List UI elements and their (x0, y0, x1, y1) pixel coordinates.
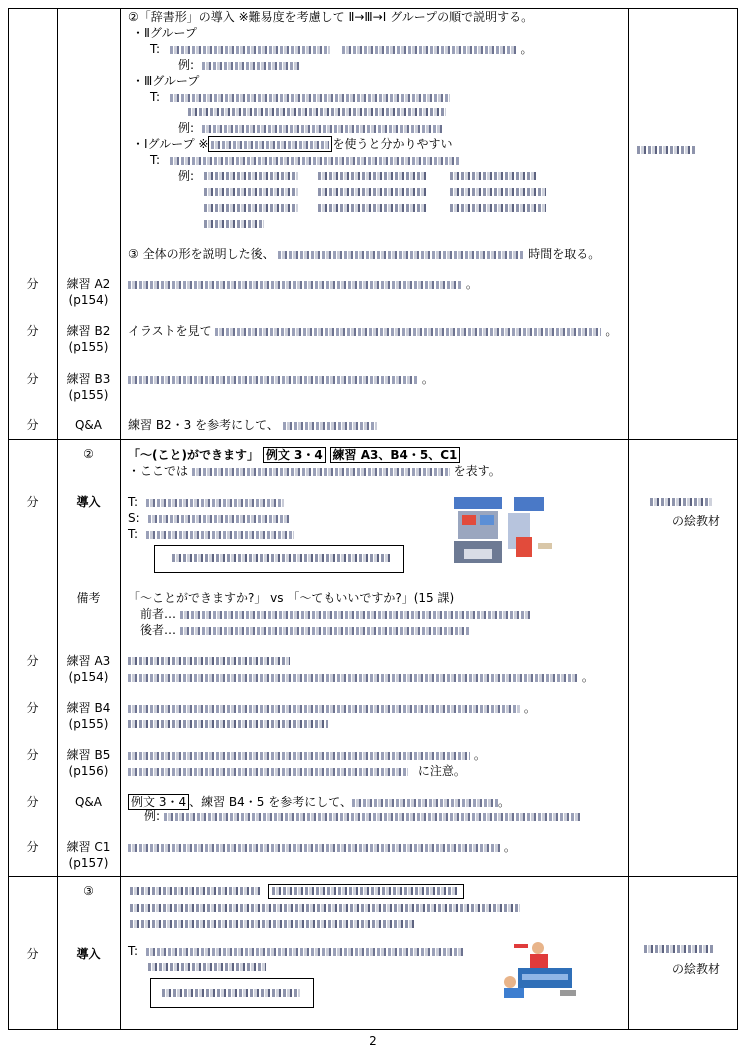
dialogue-t1: T: (128, 495, 284, 510)
redacted-text (170, 157, 460, 165)
page-number: 2 (369, 1034, 377, 1048)
time-cell: 分 (26, 748, 39, 762)
page-label: (p155) (68, 388, 109, 402)
redacted-text (128, 768, 408, 776)
row-content: 練習 B2・3 を参考にして、 (128, 418, 377, 433)
group2-example: 例: (178, 58, 300, 73)
redacted-material (637, 146, 695, 154)
time-cell: 分 (26, 277, 39, 291)
redacted-text (278, 251, 524, 259)
redacted-text (128, 674, 578, 682)
redacted-text (128, 720, 328, 728)
redacted-text (148, 963, 266, 971)
row-content: 。 (128, 701, 536, 716)
dialogue-t: T: (128, 944, 464, 959)
redacted-text (130, 887, 260, 895)
redacted-text (172, 554, 390, 562)
example-ref: 例文 3・4 (128, 794, 189, 810)
redacted-text (202, 125, 442, 133)
redacted-text (204, 220, 264, 228)
redacted-text (146, 499, 284, 507)
redacted-text (180, 611, 530, 619)
section-heading: 「～(こと)ができます」 例文 3・4 練習 A3、B4・5、C1 (128, 448, 460, 463)
redacted-text (130, 904, 520, 912)
section-divider-2 (8, 876, 738, 877)
redacted-text (164, 813, 582, 821)
dialogue-s: S: (128, 511, 290, 526)
redacted-text (170, 94, 450, 102)
redacted-text (272, 887, 458, 895)
row-example: 例: (144, 809, 582, 824)
time-cell: 分 (26, 324, 39, 338)
section-divider-1 (8, 439, 738, 440)
row-content: 。 (128, 670, 594, 685)
time-cell: 分 (26, 795, 39, 809)
page-label: (p155) (68, 717, 109, 731)
group3-example: 例: (178, 121, 442, 136)
page-label: (p155) (68, 340, 109, 354)
redacted-text (204, 172, 298, 180)
jishokei-heading: ②「辞書形」の導入 ※難易度を考慮して Ⅱ→Ⅲ→Ⅰ グループの順で説明する。 (128, 10, 534, 24)
group3-teacher: T: (150, 90, 450, 105)
redacted-text (352, 799, 498, 807)
item-label: 練習 A2 (66, 277, 111, 291)
item-label: Q&A (74, 795, 102, 809)
practice-ref: 練習 A3、B4・5、C1 (330, 447, 461, 463)
row-content-2: に注意。 (128, 764, 466, 779)
row-content: イラストを見て 。 (128, 324, 618, 338)
note-former: 前者… (140, 607, 530, 622)
time-cell: 分 (26, 495, 39, 509)
item-label: 導入 (76, 947, 101, 961)
item-label: 練習 C1 (66, 840, 111, 854)
redacted-text (318, 172, 428, 180)
page-label: (p156) (68, 764, 109, 778)
redacted-text (130, 920, 414, 928)
redacted-text (318, 188, 428, 196)
time-cell: 分 (26, 372, 39, 386)
note-latter: 後者… (140, 623, 470, 638)
redacted-text (204, 188, 298, 196)
redacted-text (342, 46, 517, 54)
group3-label: ・Ⅲグループ (132, 74, 200, 88)
item-label: Q&A (74, 418, 102, 432)
redacted-text (128, 657, 290, 665)
sports-illustration (500, 938, 580, 1002)
row-content: 。 (128, 372, 434, 387)
redacted-text (450, 188, 546, 196)
group1-example: 例: (178, 169, 195, 183)
item-label: 練習 B2 (66, 324, 111, 338)
redacted-text (148, 515, 290, 523)
row-content: 。 (128, 748, 486, 763)
group1-teacher: T: (150, 153, 460, 168)
vending-machine-illustration (448, 493, 558, 569)
example-ref: 例文 3・4 (263, 447, 326, 463)
item-label: 練習 B5 (66, 748, 111, 762)
group2-teacher: T: 。 (150, 42, 533, 56)
item-label: 練習 B4 (66, 701, 111, 715)
redacted-material (644, 945, 714, 953)
redacted-text (128, 281, 462, 289)
material-suffix: の絵教材 (672, 962, 721, 976)
boxed-note (208, 136, 332, 152)
section-number: ③ (83, 884, 94, 898)
redacted-text (128, 844, 500, 852)
redacted-text (146, 948, 464, 956)
redacted-text (170, 46, 330, 54)
group1-label: ・Ⅰグループ ※ を使うと分かりやすい (132, 137, 453, 151)
row-content: 例文 3・4 、練習 B4・5 を参考にして、 。 (128, 795, 510, 810)
redacted-text (128, 752, 470, 760)
item-label: 導入 (76, 495, 101, 509)
note-line: 「～ことができますか?」 vs 「～てもいいですか?」(15 課) (128, 591, 455, 605)
page-label: (p154) (68, 670, 109, 684)
time-cell: 分 (26, 947, 39, 961)
redacted-text (192, 468, 450, 476)
item-label: 練習 A3 (66, 654, 111, 668)
time-cell: 分 (26, 701, 39, 715)
redacted-text (128, 705, 520, 713)
group2-label: ・Ⅱグループ (132, 26, 197, 40)
row-content: 。 (128, 840, 516, 855)
step3-line: ③ 全体の形を説明した後、 時間を取る。 (128, 247, 601, 261)
redacted-text (128, 376, 418, 384)
redacted-text (162, 989, 300, 997)
section-number: ② (83, 447, 94, 461)
redacted-text (211, 141, 329, 149)
redacted-text (180, 627, 470, 635)
time-cell: 分 (26, 418, 39, 432)
page-label: (p154) (68, 293, 109, 307)
table-border-top (8, 8, 738, 9)
redacted-text (450, 204, 546, 212)
redacted-text (146, 531, 294, 539)
table-border-bottom (8, 1029, 738, 1030)
dialogue-t2: T: (128, 527, 294, 542)
redacted-text (188, 108, 446, 116)
item-label: 練習 B3 (66, 372, 111, 386)
row-content: 。 (128, 277, 478, 292)
time-cell: 分 (26, 654, 39, 668)
material-suffix: の絵教材 (672, 514, 721, 528)
redacted-text (202, 62, 300, 70)
item-label: 備考 (76, 591, 101, 605)
redacted-material (650, 498, 712, 506)
redacted-text (450, 172, 536, 180)
redacted-text (204, 204, 298, 212)
page-label: (p157) (68, 856, 109, 870)
section-sub: ・ここでは を表す。 (128, 464, 501, 478)
time-cell: 分 (26, 840, 39, 854)
redacted-text (215, 328, 601, 336)
redacted-text (318, 204, 428, 212)
redacted-text (283, 422, 377, 430)
